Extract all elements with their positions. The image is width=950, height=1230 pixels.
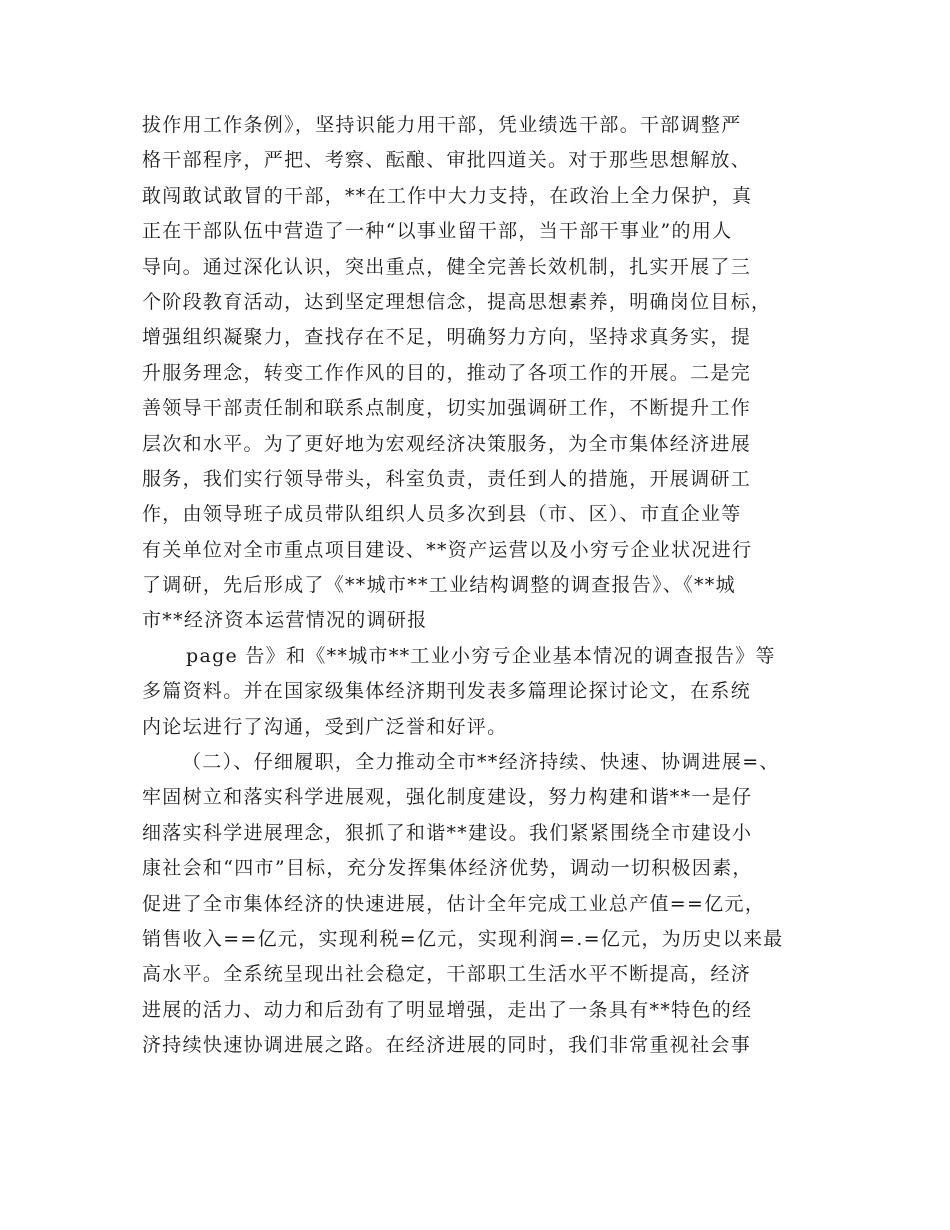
text-line: 升服务理念，转变工作作风的目的，推动了各项工作的开展。二是完 — [142, 361, 752, 384]
text-line: 细落实科学进展理念，狠抓了和谐**建设。我们紧紧围绕全市建设小 — [142, 821, 753, 844]
text-line: 康社会和“四市”目标，充分发挥集体经济优势，调动一切积极因素， — [142, 857, 753, 880]
section-heading-line: （二）、仔细履职，全力推动全市**经济持续、快速、协调进展=、 — [182, 751, 780, 774]
text-line: 拔作用工作条例》，坚持识能力用干部，凭业绩选干部。干部调整严 — [142, 114, 742, 136]
text-line: 层次和水平。为了更好地为宏观经济决策服务，为全市集体经济进展 — [142, 432, 752, 455]
text-line: page 告》和《**城市**工业小穷亏企业基本情况的调查报告》等 — [186, 644, 776, 667]
text-line: 增强组织凝聚力，查找存在不足，明确努力方向，坚持求真务实，提 — [142, 326, 752, 349]
text-line: 正在干部队伍中营造了一种“以事业留干部，当干部干事业”的用人 — [142, 220, 733, 243]
body-text — [142, 108, 822, 1064]
text-line: 格干部程序，严把、考察、酝酿、审批四道关。对于那些思想解放、 — [142, 149, 752, 172]
text-line: 济持续快速协调进展之路。在经济进展的同时，我们非常重视社会事 — [142, 1034, 752, 1057]
text-line: 服务，我们实行领导带头，科室负责，责任到人的措施，开展调研工 — [142, 467, 752, 490]
text-line: 作，由领导班子成员带队组织人员多次到县（市、区）、市直企业等 — [142, 503, 742, 526]
text-line: 销售收入==亿元，实现利税=亿元，实现利润=.=亿元，为历史以来最 — [142, 927, 784, 950]
text-line: 有关单位对全市重点项目建设、**资产运营以及小穷亏企业状况进行 — [142, 538, 753, 561]
text-line: 促进了全市集体经济的快速进展，估计全年完成工业总产值==亿元， — [142, 892, 766, 915]
text-line: 高水平。全系统呈现出社会稳定，干部职工生活水平不断提高，经济 — [142, 963, 752, 986]
text-line: 市**经济资本运营情况的调研报 — [142, 609, 428, 632]
text-line: 牢固树立和落实科学进展观，强化制度建设，努力构建和谐**一是仔 — [142, 786, 753, 809]
text-line: 多篇资料。并在国家级集体经济期刊发表多篇理论探讨论文，在系统 — [142, 680, 752, 703]
text-line: 敢闯敢试敢冒的干部，**在工作中大力支持，在政治上全力保护，真 — [142, 184, 753, 207]
text-line: 内论坛进行了沟通，受到广泛誉和好评。 — [142, 715, 508, 738]
text-line: 善领导干部责任制和联系点制度，切实加强调研工作，不断提升工作 — [142, 397, 752, 420]
text-line: 个阶段教育活动，达到坚定理想信念，提高思想素养，明确岗位目标， — [142, 290, 772, 313]
text-line: 进展的活力、动力和后劲有了明显增强，走出了一条具有**特色的经 — [142, 998, 753, 1021]
text-line: 了调研，先后形成了《**城市**工业结构调整的调查报告》、《**城 — [142, 574, 736, 597]
text-line: 导向。通过深化认识，突出重点，健全完善长效机制，扎实开展了三 — [142, 255, 752, 278]
